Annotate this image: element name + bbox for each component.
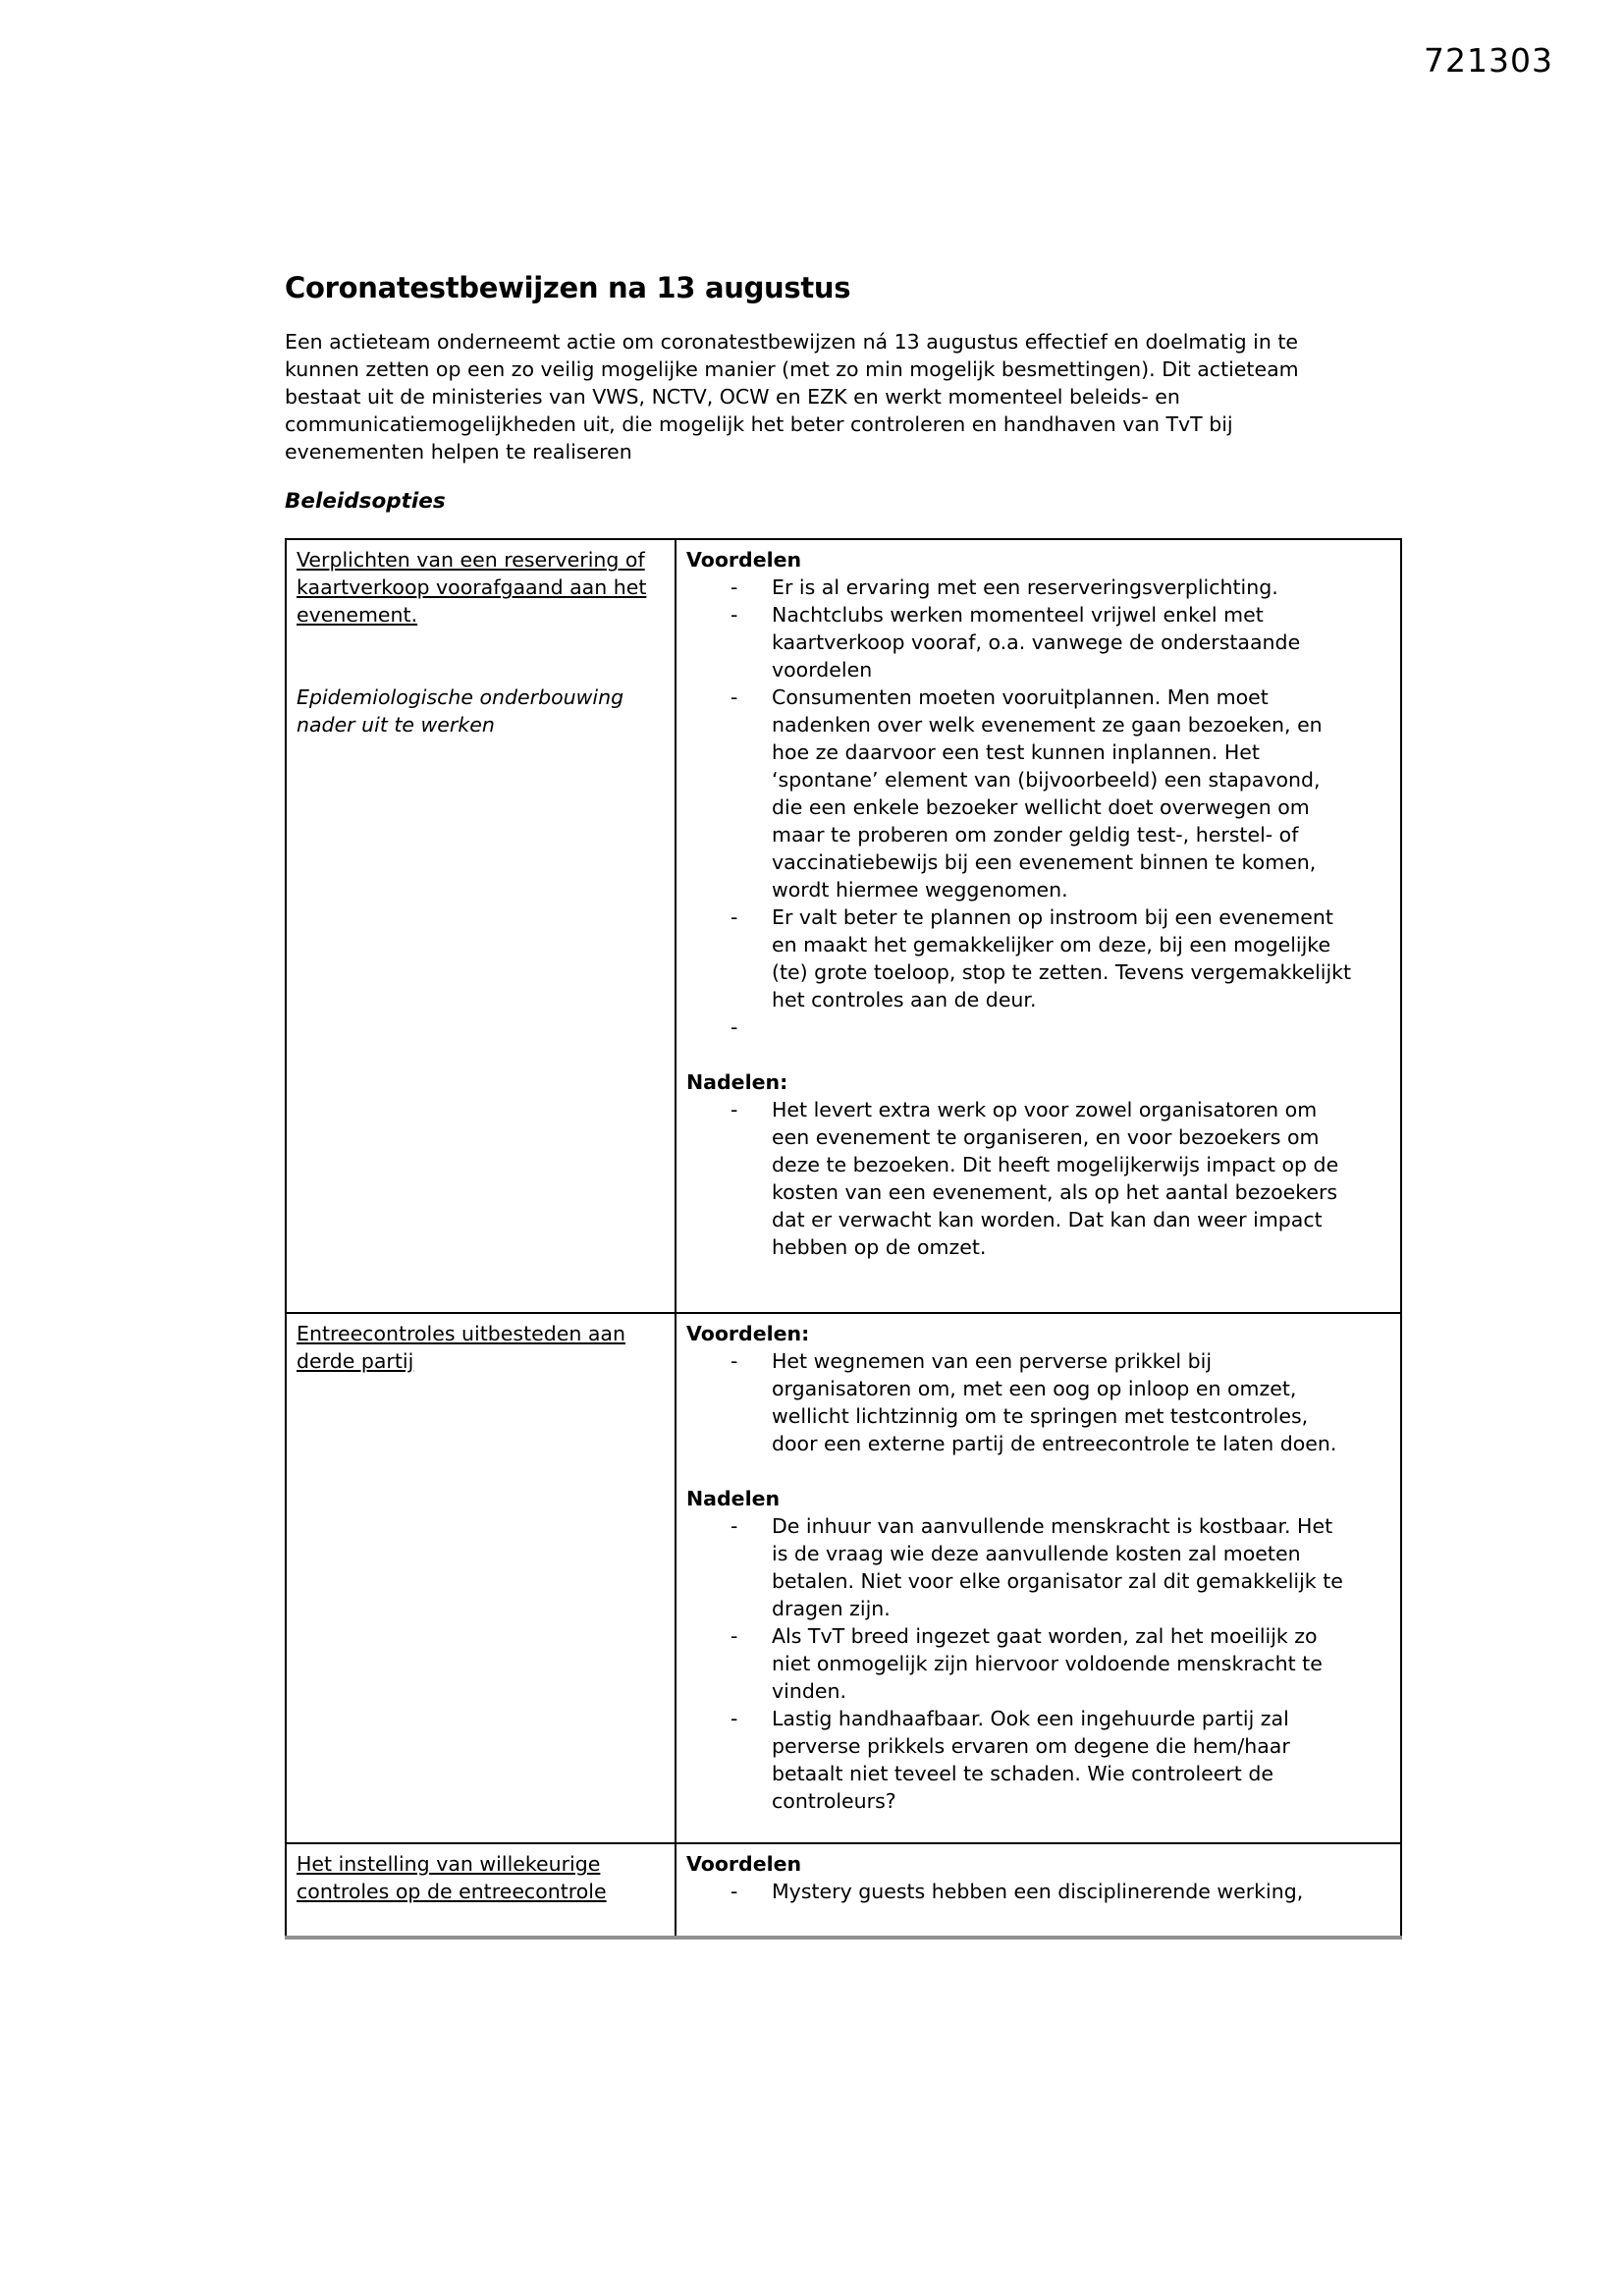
pros-section (686, 1850, 1390, 1905)
pros-cons-cell (676, 1313, 1401, 1843)
table-row (286, 539, 1401, 1313)
bullet-dash: - (731, 1624, 738, 1648)
policy-table (285, 538, 1402, 1940)
pros-cons-cell (676, 1843, 1401, 1938)
bullet-dash: - (731, 905, 738, 929)
bullet-text: Er is al ervaring met een reserveringsverplichting. (772, 575, 1278, 599)
bullet-item (686, 1622, 1390, 1705)
bullet-item (686, 1096, 1390, 1261)
pros-section (686, 546, 1390, 1041)
bullet-item (686, 1347, 1390, 1457)
doc-number: 721303 (1424, 41, 1553, 80)
bullet-text: Nachtclubs werken momenteel vrijwel enkel met kaartverkoop vooraf, o.a. vanwege de onderstaande voordelen (772, 603, 1301, 682)
intro-paragraph: Een actieteam onderneemt actie om coronatestbewijzen ná 13 augustus effectief en doelmatig in te kunnen zetten op een zo veilig mogelijke manier (met zo min mogelijk besmettingen). Dit actieteam bestaat uit de ministeries van VWS, NCTV, OCW en EZK en werkt momenteel beleids- en communicatiemogelijkheden uit, die mogelijk het beter controleren en handhaven van TvT bij evenementen helpen te realiseren (285, 330, 1299, 464)
bullet-dash: - (731, 575, 738, 599)
cons-heading: Nadelen (686, 1487, 781, 1510)
cons-section (686, 1485, 1390, 1815)
option-cell (286, 1843, 676, 1938)
cons-heading: Nadelen: (686, 1070, 788, 1094)
bullet-text: Het wegnemen van een perverse prikkel bij organisatoren om, met een oog op inloop en omzet, wellicht lichtzinnig om te springen met testcontroles, door een externe partij de entreecontrole te laten doen. (772, 1349, 1337, 1455)
bullet-text: Als TvT breed ingezet gaat worden, zal het moeilijk zo niet onmogelijk zijn hiervoor voldoende menskracht te vinden. (772, 1624, 1323, 1703)
bullet-item (686, 903, 1390, 1013)
bullet-dash: - (731, 1514, 738, 1538)
pros-heading: Voordelen: (686, 1322, 810, 1345)
pros-heading: Voordelen (686, 1852, 802, 1876)
page-title: Coronatestbewijzen na 13 augustus (285, 271, 851, 304)
option-cell (286, 1313, 676, 1843)
bullet-item (686, 1013, 1390, 1041)
bullet-text: Consumenten moeten vooruitplannen. Men moet nadenken over welk evenement ze gaan bezoeken, en hoe ze daarvoor een test kunnen inplannen. Het ‘spontane’ element van (bijvoorbeeld) een stapavond, die een enkele bezoeker wellicht doet overwegen om maar te proberen om zonder geldig test-, herstel- of vaccinatiebewijs bij een evenement binnen te komen, wordt hiermee weggenomen. (772, 685, 1323, 902)
bullet-dash: - (731, 685, 738, 709)
bullet-text: Er valt beter te plannen op instroom bij een evenement en maakt het gemakkelijker om deze, bij een mogelijke (te) grote toeloop, stop te zetten. Tevens vergemakkelijkt het controles aan de deur. (772, 905, 1352, 1011)
option-note: Epidemiologische onderbouwing nader uit te werken (297, 685, 624, 737)
bullet-dash: - (731, 1707, 738, 1730)
option-cell (286, 539, 676, 1313)
option-title: Verplichten van een reservering of kaartverkoop voorafgaand aan het evenement. (297, 548, 647, 627)
option-title: Entreecontroles uitbesteden aan derde partij (297, 1322, 625, 1373)
bullet-dash: - (731, 603, 738, 627)
bullet-text: Mystery guests hebben een disciplinerende werking, (772, 1880, 1304, 1903)
pros-cons-cell (676, 539, 1401, 1313)
bullet-dash: - (731, 1880, 738, 1903)
bullet-dash: - (731, 1015, 738, 1039)
bullet-dash: - (731, 1098, 738, 1121)
table-row (286, 1313, 1401, 1843)
table-row (286, 1843, 1401, 1938)
option-title: Het instelling van willekeurige controles op de entreecontrole (297, 1852, 607, 1903)
bullet-item (686, 601, 1390, 683)
beleidsopties-heading: Beleidsopties (285, 489, 446, 514)
bullet-item (686, 1512, 1390, 1622)
bullet-item (686, 683, 1390, 903)
bullet-item (686, 574, 1390, 601)
bullet-text: Lastig handhaafbaar. Ook een ingehuurde partij zal perverse prikkels ervaren om degene die hem/haar betaalt niet teveel te schaden. Wie controleert de controleurs? (772, 1707, 1290, 1813)
pros-section (686, 1320, 1390, 1457)
bullet-item (686, 1705, 1390, 1815)
pros-heading: Voordelen (686, 548, 802, 572)
bullet-dash: - (731, 1349, 738, 1373)
bullet-text: Het levert extra werk op voor zowel organisatoren om een evenement te organiseren, en voor bezoekers om deze te bezoeken. Dit heeft mogelijkerwijs impact op de kosten van een evenement, als op het aantal bezoekers dat er verwacht kan worden. Dat kan dan weer impact hebben op de omzet. (772, 1098, 1339, 1259)
bullet-text: De inhuur van aanvullende menskracht is kostbaar. Het is de vraag wie deze aanvullende kosten zal moeten betalen. Niet voor elke organisator zal dit gemakkelijk te dragen zijn. (772, 1514, 1343, 1620)
bullet-item (686, 1878, 1390, 1905)
cons-section (686, 1068, 1390, 1261)
